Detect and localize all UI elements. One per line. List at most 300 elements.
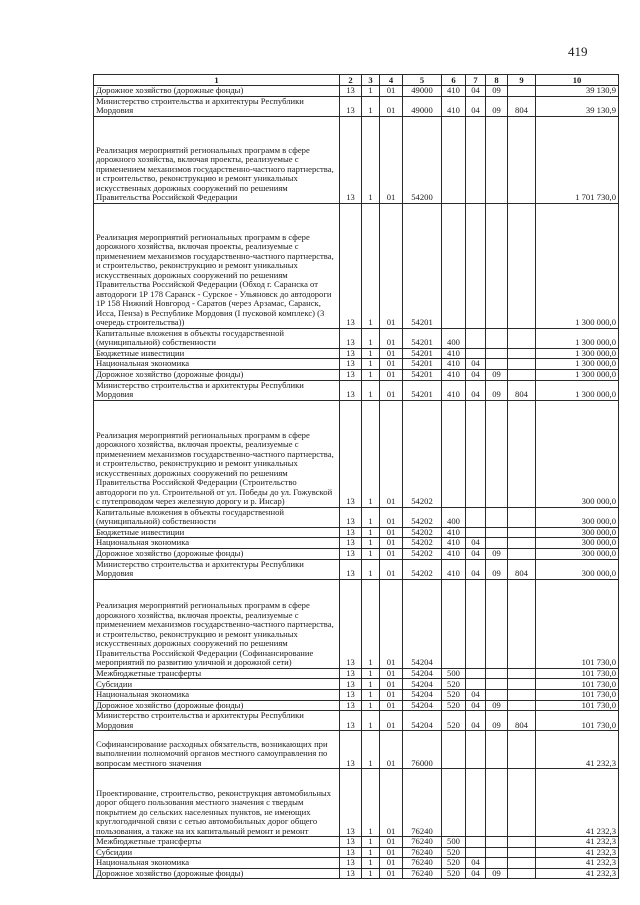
cell-article: 54202 <box>403 507 442 527</box>
cell-name: Реализация мероприятий региональных программ в сфере дорожного хозяйства, включая проекты, реализуемые с применением механизмов государственно-частного партнерства, и строительство, реконструкцию и ремонт уникальных искусственных дорожных сооружений по решениям Правительства Российской Федерации (Строительство автодороги по ул. Строительной от ул. Победы до ул. Гожувской с путепроводом через железную дорогу и р. Инсар) <box>94 400 340 507</box>
table-header <box>94 75 619 86</box>
cell-program: 01 <box>380 731 403 769</box>
cell-podrazdel: 1 <box>362 548 380 559</box>
cell-subsection <box>486 858 508 869</box>
column-header-1: 1 <box>94 75 340 86</box>
cell-amount: 101 730,0 <box>536 579 619 668</box>
cell-razdel: 13 <box>340 400 362 507</box>
cell-program: 01 <box>380 579 403 668</box>
cell-razdel: 13 <box>340 700 362 711</box>
cell-vid: 520 <box>442 868 466 879</box>
cell-name: Национальная экономика <box>94 359 340 370</box>
cell-ministry <box>508 527 536 538</box>
cell-podrazdel: 1 <box>362 868 380 879</box>
cell-podrazdel: 1 <box>362 731 380 769</box>
cell-article: 76240 <box>403 868 442 879</box>
cell-vid: 410 <box>442 380 466 400</box>
cell-podrazdel: 1 <box>362 579 380 668</box>
cell-razdel: 13 <box>340 538 362 549</box>
table-row <box>94 380 619 400</box>
cell-ministry <box>508 579 536 668</box>
cell-program: 01 <box>380 548 403 559</box>
cell-razdel: 13 <box>340 507 362 527</box>
cell-ministry <box>508 700 536 711</box>
cell-ministry <box>508 369 536 380</box>
cell-subsection <box>486 668 508 679</box>
cell-subsection: 09 <box>486 559 508 579</box>
cell-article: 76240 <box>403 837 442 848</box>
cell-amount: 41 232,3 <box>536 731 619 769</box>
cell-ministry <box>508 548 536 559</box>
cell-program: 01 <box>380 359 403 370</box>
cell-razdel: 13 <box>340 679 362 690</box>
cell-ministry <box>508 847 536 858</box>
cell-podrazdel: 1 <box>362 711 380 731</box>
cell-amount: 300 000,0 <box>536 538 619 549</box>
cell-ministry <box>508 507 536 527</box>
table-row <box>94 548 619 559</box>
cell-ministry: 804 <box>508 380 536 400</box>
cell-ministry <box>508 538 536 549</box>
cell-ministry <box>508 116 536 203</box>
cell-program: 01 <box>380 868 403 879</box>
cell-article: 54201 <box>403 348 442 359</box>
page-number: 419 <box>568 44 588 59</box>
table-row <box>94 369 619 380</box>
cell-section <box>466 731 486 769</box>
cell-amount: 101 730,0 <box>536 700 619 711</box>
table-row <box>94 690 619 701</box>
cell-razdel: 13 <box>340 711 362 731</box>
cell-article: 54202 <box>403 559 442 579</box>
cell-amount: 41 232,3 <box>536 858 619 869</box>
cell-program: 01 <box>380 837 403 848</box>
cell-name: Реализация мероприятий региональных программ в сфере дорожного хозяйства, включая проекты, реализуемые с применением механизмов государственно-частного партнерства, и строительство, реконструкцию и ремонт уникальных искусственных дорожных сооружений по решениям Правительства Российской Федерации (Обход г. Саранска от автодороги 1Р 178 Саранск - Сурское - Ульяновск до автодороги 1Р 158 Нижний Новгород - Саратов (через Арзамас, Саранск, Исса, Пенза) в Республике Мордовия (I пусковой комплекс) (3 очередь строительства)) <box>94 203 340 328</box>
table-row <box>94 527 619 538</box>
cell-ministry <box>508 837 536 848</box>
cell-razdel: 13 <box>340 348 362 359</box>
cell-vid: 410 <box>442 538 466 549</box>
cell-ministry <box>508 668 536 679</box>
cell-article: 54204 <box>403 700 442 711</box>
cell-program: 01 <box>380 328 403 348</box>
cell-name: Реализация мероприятий региональных программ в сфере дорожного хозяйства, включая проекты, реализуемые с применением механизмов государственно-частного партнерства, и строительство, реконструкцию и ремонт уникальных искусственных дорожных сооружений по решениям Правительства Российской Федерации <box>94 116 340 203</box>
cell-amount: 101 730,0 <box>536 711 619 731</box>
cell-razdel: 13 <box>340 380 362 400</box>
cell-article: 49000 <box>403 86 442 97</box>
cell-name: Дорожное хозяйство (дорожные фонды) <box>94 86 340 97</box>
cell-section: 04 <box>466 868 486 879</box>
cell-program: 01 <box>380 116 403 203</box>
cell-podrazdel: 1 <box>362 96 380 116</box>
cell-subsection <box>486 359 508 370</box>
cell-vid: 400 <box>442 507 466 527</box>
cell-program: 01 <box>380 86 403 97</box>
cell-program: 01 <box>380 369 403 380</box>
budget-table <box>93 74 619 879</box>
cell-program: 01 <box>380 679 403 690</box>
cell-vid: 520 <box>442 711 466 731</box>
cell-amount: 101 730,0 <box>536 668 619 679</box>
cell-amount: 1 300 000,0 <box>536 328 619 348</box>
cell-name: Дорожное хозяйство (дорожные фонды) <box>94 369 340 380</box>
cell-razdel: 13 <box>340 579 362 668</box>
cell-article: 54204 <box>403 690 442 701</box>
cell-razdel: 13 <box>340 548 362 559</box>
cell-section: 04 <box>466 86 486 97</box>
cell-ministry: 804 <box>508 559 536 579</box>
cell-podrazdel: 1 <box>362 769 380 837</box>
cell-name: Национальная экономика <box>94 538 340 549</box>
cell-section <box>466 847 486 858</box>
cell-vid <box>442 203 466 328</box>
cell-program: 01 <box>380 690 403 701</box>
cell-podrazdel: 1 <box>362 668 380 679</box>
cell-article: 54202 <box>403 527 442 538</box>
table-row <box>94 203 619 328</box>
cell-section: 04 <box>466 690 486 701</box>
cell-name: Министерство строительства и архитектуры Республики Мордовия <box>94 559 340 579</box>
cell-subsection <box>486 769 508 837</box>
cell-razdel: 13 <box>340 527 362 538</box>
table-row <box>94 348 619 359</box>
cell-subsection: 09 <box>486 86 508 97</box>
table-row <box>94 858 619 869</box>
cell-name: Межбюджетные трансферты <box>94 837 340 848</box>
cell-razdel: 13 <box>340 559 362 579</box>
cell-section: 04 <box>466 858 486 869</box>
cell-amount: 41 232,3 <box>536 837 619 848</box>
cell-podrazdel: 1 <box>362 559 380 579</box>
cell-program: 01 <box>380 203 403 328</box>
cell-subsection <box>486 538 508 549</box>
cell-vid: 520 <box>442 858 466 869</box>
cell-program: 01 <box>380 400 403 507</box>
cell-name: Дорожное хозяйство (дорожные фонды) <box>94 868 340 879</box>
cell-vid: 410 <box>442 96 466 116</box>
cell-vid: 520 <box>442 847 466 858</box>
column-header-9: 9 <box>508 75 536 86</box>
cell-razdel: 13 <box>340 116 362 203</box>
cell-ministry <box>508 868 536 879</box>
table-row <box>94 668 619 679</box>
cell-vid: 400 <box>442 328 466 348</box>
cell-amount: 39 130,9 <box>536 96 619 116</box>
table-row <box>94 559 619 579</box>
cell-program: 01 <box>380 380 403 400</box>
cell-amount: 300 000,0 <box>536 559 619 579</box>
cell-vid: 410 <box>442 86 466 97</box>
cell-amount: 1 300 000,0 <box>536 359 619 370</box>
cell-subsection <box>486 328 508 348</box>
table-row <box>94 96 619 116</box>
table-row <box>94 731 619 769</box>
cell-subsection <box>486 507 508 527</box>
cell-section <box>466 579 486 668</box>
cell-razdel: 13 <box>340 868 362 879</box>
cell-article: 54201 <box>403 380 442 400</box>
cell-amount: 300 000,0 <box>536 548 619 559</box>
cell-program: 01 <box>380 538 403 549</box>
cell-razdel: 13 <box>340 769 362 837</box>
cell-article: 54202 <box>403 548 442 559</box>
cell-podrazdel: 1 <box>362 507 380 527</box>
cell-ministry <box>508 86 536 97</box>
table-row <box>94 847 619 858</box>
table-body <box>94 86 619 879</box>
cell-amount: 1 701 730,0 <box>536 116 619 203</box>
cell-name: Министерство строительства и архитектуры Республики Мордовия <box>94 96 340 116</box>
table-row <box>94 868 619 879</box>
cell-amount: 1 300 000,0 <box>536 203 619 328</box>
cell-section <box>466 203 486 328</box>
cell-program: 01 <box>380 507 403 527</box>
cell-section: 04 <box>466 559 486 579</box>
cell-vid <box>442 400 466 507</box>
column-header-6: 6 <box>442 75 466 86</box>
cell-amount: 1 300 000,0 <box>536 380 619 400</box>
cell-subsection <box>486 400 508 507</box>
cell-amount: 41 232,3 <box>536 868 619 879</box>
cell-razdel: 13 <box>340 369 362 380</box>
cell-vid: 520 <box>442 679 466 690</box>
header-row <box>94 75 619 86</box>
cell-article: 54201 <box>403 203 442 328</box>
cell-razdel: 13 <box>340 96 362 116</box>
cell-ministry <box>508 203 536 328</box>
cell-program: 01 <box>380 858 403 869</box>
cell-article: 54204 <box>403 711 442 731</box>
cell-name: Национальная экономика <box>94 858 340 869</box>
cell-vid: 520 <box>442 700 466 711</box>
table-row <box>94 679 619 690</box>
table-row <box>94 86 619 97</box>
cell-section: 04 <box>466 538 486 549</box>
cell-razdel: 13 <box>340 847 362 858</box>
cell-article: 54204 <box>403 668 442 679</box>
cell-podrazdel: 1 <box>362 690 380 701</box>
cell-subsection <box>486 837 508 848</box>
cell-ministry <box>508 731 536 769</box>
column-header-4: 4 <box>380 75 403 86</box>
cell-section <box>466 527 486 538</box>
cell-article: 54204 <box>403 579 442 668</box>
cell-section <box>466 769 486 837</box>
table-row <box>94 328 619 348</box>
cell-razdel: 13 <box>340 668 362 679</box>
cell-article: 76240 <box>403 858 442 869</box>
cell-vid: 410 <box>442 559 466 579</box>
cell-ministry <box>508 328 536 348</box>
cell-name: Министерство строительства и архитектуры Республики Мордовия <box>94 711 340 731</box>
cell-subsection <box>486 203 508 328</box>
cell-vid: 500 <box>442 837 466 848</box>
cell-podrazdel: 1 <box>362 700 380 711</box>
cell-podrazdel: 1 <box>362 858 380 869</box>
cell-ministry <box>508 679 536 690</box>
cell-amount: 101 730,0 <box>536 690 619 701</box>
cell-subsection: 09 <box>486 711 508 731</box>
cell-razdel: 13 <box>340 690 362 701</box>
cell-section: 04 <box>466 548 486 559</box>
cell-name: Субсидии <box>94 679 340 690</box>
cell-name: Национальная экономика <box>94 690 340 701</box>
cell-program: 01 <box>380 559 403 579</box>
cell-subsection <box>486 116 508 203</box>
cell-subsection <box>486 847 508 858</box>
cell-podrazdel: 1 <box>362 527 380 538</box>
cell-subsection <box>486 690 508 701</box>
cell-amount: 39 130,9 <box>536 86 619 97</box>
cell-razdel: 13 <box>340 359 362 370</box>
cell-amount: 101 730,0 <box>536 679 619 690</box>
cell-ministry: 804 <box>508 96 536 116</box>
cell-program: 01 <box>380 700 403 711</box>
cell-section: 04 <box>466 380 486 400</box>
cell-article: 54201 <box>403 359 442 370</box>
cell-article: 76240 <box>403 769 442 837</box>
cell-section: 04 <box>466 711 486 731</box>
cell-article: 49000 <box>403 96 442 116</box>
cell-subsection: 09 <box>486 868 508 879</box>
cell-amount: 41 232,3 <box>536 769 619 837</box>
cell-vid: 500 <box>442 668 466 679</box>
cell-name: Проектирование, строительство, реконструкция автомобильных дорог общего пользования местного значения с твердым покрытием до сельских населенных пунктов, не имеющих круглогодичной связи с сетью автомобильных дорог общего пользования, а также на их капитальный ремонт и ремонт <box>94 769 340 837</box>
cell-vid: 410 <box>442 548 466 559</box>
table-row <box>94 700 619 711</box>
cell-podrazdel: 1 <box>362 847 380 858</box>
cell-subsection <box>486 579 508 668</box>
cell-section: 04 <box>466 96 486 116</box>
table-row <box>94 116 619 203</box>
cell-vid <box>442 731 466 769</box>
cell-section <box>466 328 486 348</box>
column-header-8: 8 <box>486 75 508 86</box>
cell-razdel: 13 <box>340 86 362 97</box>
cell-podrazdel: 1 <box>362 837 380 848</box>
cell-section <box>466 507 486 527</box>
cell-podrazdel: 1 <box>362 380 380 400</box>
table-row <box>94 769 619 837</box>
cell-vid: 410 <box>442 348 466 359</box>
cell-subsection: 09 <box>486 548 508 559</box>
cell-section: 04 <box>466 369 486 380</box>
cell-subsection <box>486 348 508 359</box>
cell-amount: 1 300 000,0 <box>536 369 619 380</box>
cell-podrazdel: 1 <box>362 400 380 507</box>
cell-podrazdel: 1 <box>362 86 380 97</box>
cell-podrazdel: 1 <box>362 679 380 690</box>
cell-name: Бюджетные инвестиции <box>94 527 340 538</box>
cell-program: 01 <box>380 711 403 731</box>
cell-vid: 520 <box>442 690 466 701</box>
cell-podrazdel: 1 <box>362 348 380 359</box>
cell-podrazdel: 1 <box>362 369 380 380</box>
table-row <box>94 711 619 731</box>
cell-amount: 300 000,0 <box>536 507 619 527</box>
table-row <box>94 579 619 668</box>
cell-ministry <box>508 400 536 507</box>
cell-vid: 410 <box>442 527 466 538</box>
cell-program: 01 <box>380 847 403 858</box>
cell-ministry <box>508 858 536 869</box>
cell-name: Капитальные вложения в объекты государственной (муниципальной) собственности <box>94 507 340 527</box>
cell-program: 01 <box>380 769 403 837</box>
cell-article: 54202 <box>403 538 442 549</box>
cell-section: 04 <box>466 359 486 370</box>
cell-ministry: 804 <box>508 711 536 731</box>
cell-section <box>466 400 486 507</box>
cell-name: Дорожное хозяйство (дорожные фонды) <box>94 548 340 559</box>
cell-subsection <box>486 679 508 690</box>
cell-razdel: 13 <box>340 731 362 769</box>
cell-razdel: 13 <box>340 328 362 348</box>
column-header-10: 10 <box>536 75 619 86</box>
cell-section <box>466 116 486 203</box>
table-row <box>94 400 619 507</box>
cell-name: Субсидии <box>94 847 340 858</box>
cell-article: 54204 <box>403 679 442 690</box>
cell-ministry <box>508 769 536 837</box>
cell-razdel: 13 <box>340 837 362 848</box>
column-header-2: 2 <box>340 75 362 86</box>
cell-program: 01 <box>380 348 403 359</box>
cell-podrazdel: 1 <box>362 328 380 348</box>
cell-name: Министерство строительства и архитектуры Республики Мордовия <box>94 380 340 400</box>
table-row <box>94 837 619 848</box>
cell-program: 01 <box>380 96 403 116</box>
cell-vid <box>442 769 466 837</box>
table-row <box>94 538 619 549</box>
cell-section <box>466 679 486 690</box>
cell-vid: 410 <box>442 359 466 370</box>
cell-article: 76000 <box>403 731 442 769</box>
cell-vid <box>442 116 466 203</box>
cell-article: 54201 <box>403 369 442 380</box>
cell-name: Капитальные вложения в объекты государственной (муниципальной) собственности <box>94 328 340 348</box>
cell-amount: 300 000,0 <box>536 400 619 507</box>
cell-amount: 1 300 000,0 <box>536 348 619 359</box>
cell-subsection: 09 <box>486 96 508 116</box>
cell-subsection: 09 <box>486 369 508 380</box>
cell-name: Бюджетные инвестиции <box>94 348 340 359</box>
cell-subsection <box>486 527 508 538</box>
column-header-3: 3 <box>362 75 380 86</box>
cell-subsection: 09 <box>486 700 508 711</box>
cell-section <box>466 668 486 679</box>
cell-amount: 41 232,3 <box>536 847 619 858</box>
column-header-5: 5 <box>403 75 442 86</box>
cell-article: 54202 <box>403 400 442 507</box>
cell-section <box>466 348 486 359</box>
cell-ministry <box>508 690 536 701</box>
cell-name: Межбюджетные трансферты <box>94 668 340 679</box>
cell-razdel: 13 <box>340 858 362 869</box>
cell-razdel: 13 <box>340 203 362 328</box>
cell-article: 54201 <box>403 328 442 348</box>
cell-program: 01 <box>380 668 403 679</box>
cell-program: 01 <box>380 527 403 538</box>
cell-name: Софинансирование расходных обязательств, возникающих при выполнении полномочий органов местного самоуправления по вопросам местного значения <box>94 731 340 769</box>
cell-subsection: 09 <box>486 380 508 400</box>
cell-vid <box>442 579 466 668</box>
cell-article: 54200 <box>403 116 442 203</box>
cell-ministry <box>508 348 536 359</box>
cell-name: Реализация мероприятий региональных программ в сфере дорожного хозяйства, включая проекты, реализуемые с применением механизмов государственно-частного партнерства, и строительство, реконструкцию и ремонт уникальных искусственных дорожных сооружений по решениям Правительства Российской Федерации (Софинансирование мероприятий по развитию уличной и дорожной сети) <box>94 579 340 668</box>
cell-amount: 300 000,0 <box>536 527 619 538</box>
cell-podrazdel: 1 <box>362 359 380 370</box>
cell-name: Дорожное хозяйство (дорожные фонды) <box>94 700 340 711</box>
